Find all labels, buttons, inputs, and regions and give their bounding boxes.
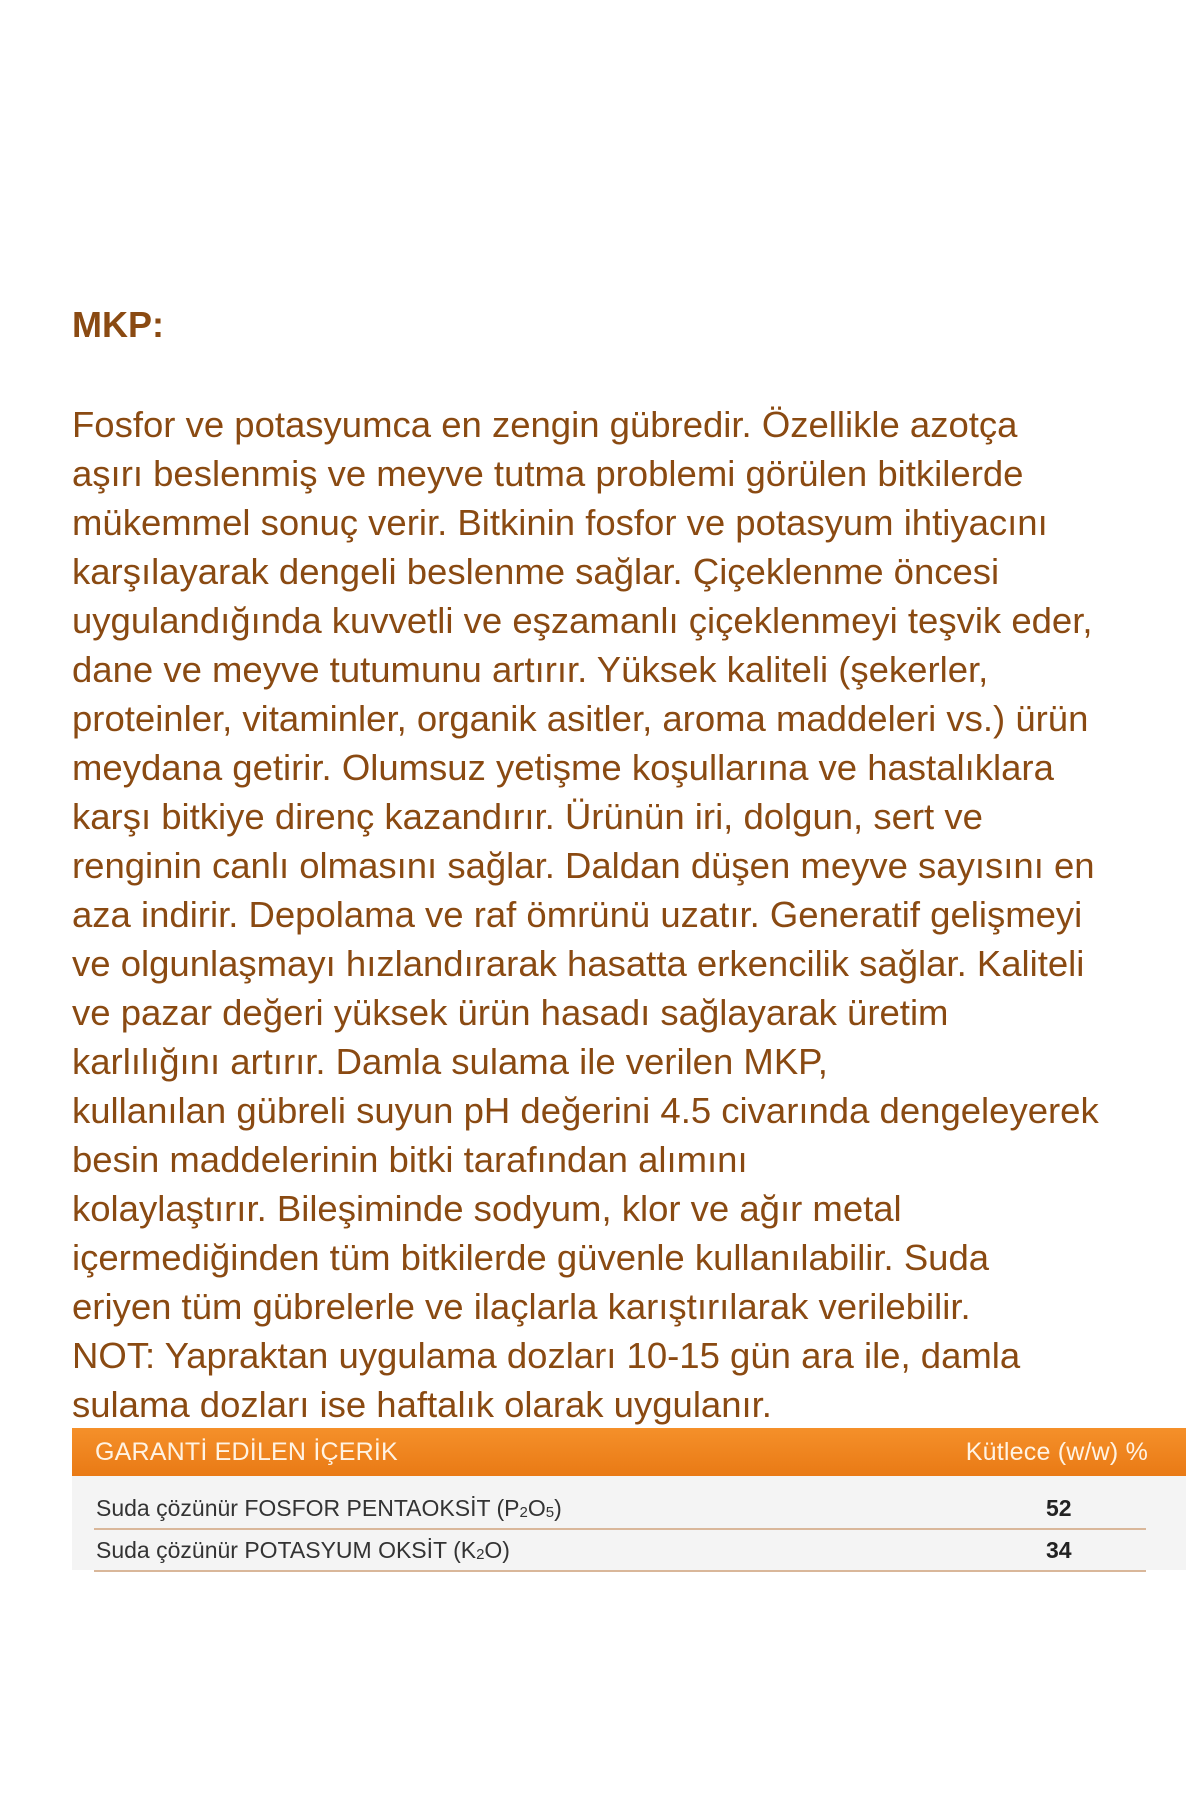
paragraph-line: uygulandığında kuvvetli ve eşzamanlı çiçeklenmeyi teşvik eder, bbox=[72, 600, 1093, 641]
paragraph-line: aşırı beslenmiş ve meyve tutma problemi görülen bitkilerde bbox=[72, 453, 1024, 494]
paragraph-line: renginin canlı olmasını sağlar. Daldan düşen meyve sayısını en bbox=[72, 845, 1095, 886]
paragraph-line: içermediğinden tüm bitkilerde güvenle kullanılabilir. Suda bbox=[72, 1237, 990, 1278]
table-row bbox=[94, 1530, 1146, 1572]
guaranteed-content-table bbox=[72, 1428, 1186, 1570]
paragraph-line: karşılayarak dengeli beslenme sağlar. Çiçeklenme öncesi bbox=[72, 551, 1000, 592]
paragraph-line: karlılığını artırır. Damla sulama ile verilen MKP, bbox=[72, 1041, 828, 1082]
paragraph-line: aza indirir. Depolama ve raf ömrünü uzatır. Generatif gelişmeyi bbox=[72, 894, 1083, 935]
table-header-unit: Kütlece (w/w) % bbox=[965, 1438, 1148, 1466]
row-label: Suda çözünür FOSFOR PENTAOKSİT $(P_2O_5)$ bbox=[96, 1495, 562, 1521]
page-title: MKP: bbox=[72, 304, 164, 345]
row-value: 34 bbox=[1046, 1537, 1072, 1563]
chemical-formula: $(K_2O)$ bbox=[453, 1537, 510, 1563]
paragraph-line: meydana getirir. Olumsuz yetişme koşullarına ve hastalıklara bbox=[72, 747, 1054, 788]
paragraph-line: sulama dozları ise haftalık olarak uygulanır. bbox=[72, 1384, 772, 1425]
paragraph-line: NOT: Yapraktan uygulama dozları 10-15 gün ara ile, damla bbox=[72, 1335, 1021, 1376]
description-paragraph bbox=[72, 400, 1192, 1429]
table-header bbox=[72, 1428, 1186, 1476]
paragraph-line: eriyen tüm gübrelerle ve ilaçlarla karıştırılarak verilebilir. bbox=[72, 1286, 971, 1327]
chemical-formula: $(P_2O_5)$ bbox=[496, 1495, 562, 1521]
paragraph-line: dane ve meyve tutumunu artırır. Yüksek kaliteli (şekerler, bbox=[72, 649, 989, 690]
paragraph-line: kolaylaştırır. Bileşiminde sodyum, klor ve ağır metal bbox=[72, 1188, 902, 1229]
table-row bbox=[94, 1488, 1146, 1530]
paragraph-line: karşı bitkiye direnç kazandırır. Ürünün iri, dolgun, sert ve bbox=[72, 796, 983, 837]
paragraph-line: besin maddelerinin bitki tarafından alımını bbox=[72, 1139, 748, 1180]
paragraph-line: ve pazar değeri yüksek ürün hasadı sağlayarak üretim bbox=[72, 992, 949, 1033]
paragraph-line: proteinler, vitaminler, organik asitler, aroma maddeleri vs.) ürün bbox=[72, 698, 1089, 739]
row-label: Suda çözünür POTASYUM OKSİT $(K_2O)$ bbox=[96, 1537, 510, 1563]
paragraph-line: kullanılan gübreli suyun pH değerini 4.5 civarında dengeleyerek bbox=[72, 1090, 1099, 1131]
paragraph-line: Fosfor ve potasyumca en zengin gübredir. Özellikle azotça bbox=[72, 404, 1018, 445]
paragraph-line: mükemmel sonuç verir. Bitkinin fosfor ve potasyum ihtiyacını bbox=[72, 502, 1048, 543]
paragraph-line: ve olgunlaşmayı hızlandırarak hasatta erkencilik sağlar. Kaliteli bbox=[72, 943, 1085, 984]
table-header-label: GARANTİ EDİLEN İÇERİK bbox=[95, 1438, 398, 1466]
row-value: 52 bbox=[1046, 1495, 1072, 1521]
